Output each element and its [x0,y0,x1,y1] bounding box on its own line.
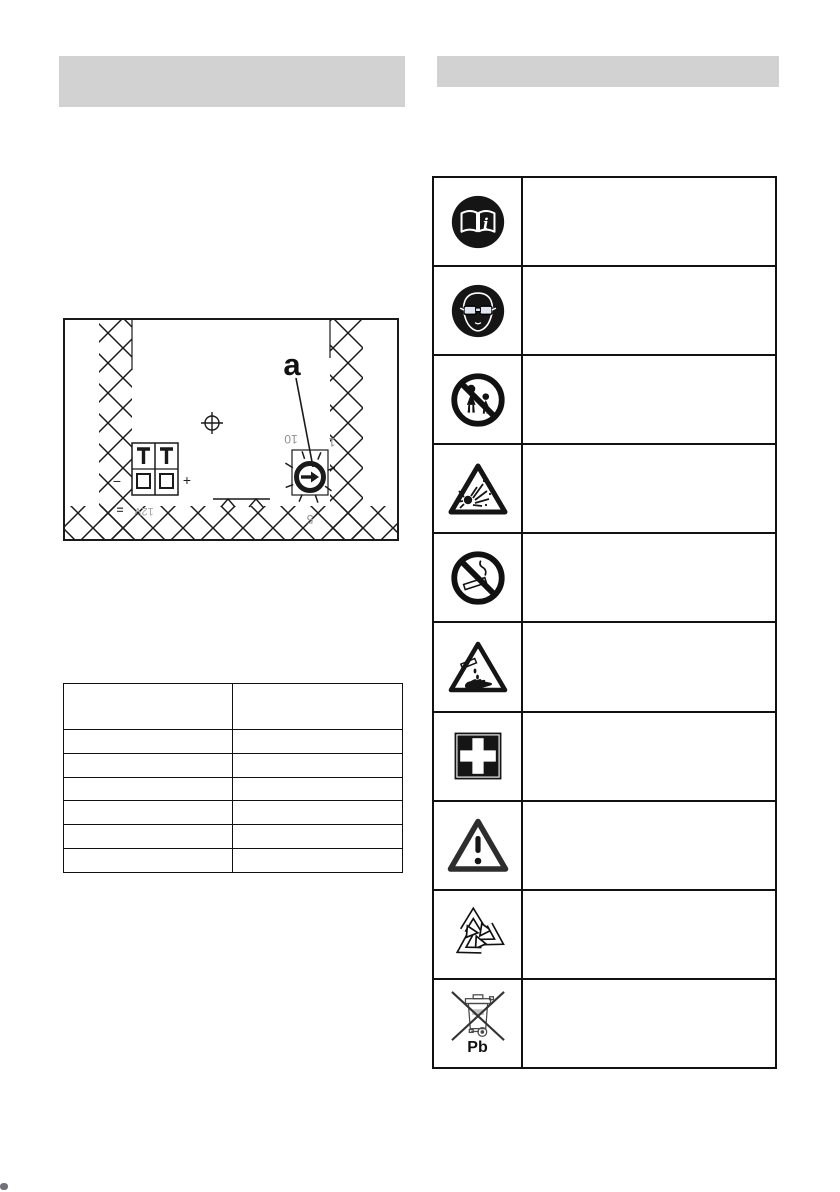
spec-table-cell [64,754,233,777]
spec-table-row [64,753,402,777]
icon-label: Pb [467,1039,488,1057]
floor-line [213,499,270,507]
spec-table-cell [233,825,402,848]
spec-table-row [64,824,402,848]
symbol-description-cell [523,623,775,710]
voltage-text: 12V [134,505,154,517]
dial-label-5: 5 [306,512,314,526]
right-section-heading-bar [437,56,779,87]
spec-table-row [64,800,402,824]
dial-label-10: 10 [284,432,298,446]
symbol-table-row [434,978,775,1067]
symbol-description-cell [523,267,775,354]
crosshair-mark [201,412,223,434]
symbol-description-cell [523,980,775,1067]
plus-terminal-label: + [182,472,192,488]
eye-protection-icon [447,280,509,342]
spec-table-row [64,729,402,753]
spec-table-cell [64,730,233,753]
symbol-icon-cell [434,980,523,1067]
spec-table-cell [64,849,233,872]
corrosive-hazard-icon [446,638,510,696]
explosion-hazard-icon [446,460,510,518]
symbol-table-row [434,800,775,889]
symbol-table-row [434,265,775,354]
spec-table-cell [233,730,402,753]
spec-table [63,683,403,873]
symbol-description-cell [523,891,775,978]
symbol-description-cell [523,178,775,265]
symbol-table-row [434,443,775,532]
current-selector-dial [285,450,335,503]
left-section-heading-bar [59,56,405,107]
symbol-description-cell [523,534,775,621]
lead-acid-battery-disposal-icon [447,990,509,1044]
symbol-icon-cell [434,445,523,532]
spec-table-cell [233,778,402,801]
symbol-description-cell [523,445,775,532]
spec-table-row [64,848,402,872]
general-warning-icon [446,816,510,874]
dc-symbol: = [116,503,124,517]
symbol-icon-cell [434,178,523,265]
spec-table-cell [64,778,233,801]
keep-children-away-icon [447,369,509,431]
symbol-description-cell [523,802,775,889]
no-smoking-icon [447,547,509,609]
spec-table-cell [233,849,402,872]
spec-table-cell [233,684,402,729]
symbol-table-row [434,889,775,978]
symbol-table-row [434,354,775,443]
first-aid-icon [448,726,508,786]
minus-terminal-label: − [112,473,122,489]
callout-label-a: a [283,347,301,382]
spec-table-cell [233,801,402,824]
spec-table-row [64,777,402,801]
symbol-icon-cell [434,623,523,710]
symbol-icon-cell [434,534,523,621]
symbol-table-row [434,178,775,265]
recycling-icon [448,904,508,964]
hatch-bottom-wall [65,506,397,539]
symbol-icon-cell [434,802,523,889]
symbol-description-cell [523,713,775,800]
terminal-block [132,443,178,495]
spec-table-cell [233,754,402,777]
symbol-icon-cell [434,356,523,443]
symbol-table-row [434,711,775,800]
symbol-icon-cell [434,891,523,978]
symbol-description-cell [523,356,775,443]
spec-table-header-row [64,684,402,729]
charger-diagram-figure [63,318,399,541]
symbol-table-row [434,621,775,710]
spec-table-cell [64,825,233,848]
scan-corner-artifact [0,1183,8,1190]
spec-table-cell [64,684,233,729]
symbol-icon-cell [434,267,523,354]
svg-text:i: i [482,215,489,233]
symbol-icon-cell [434,713,523,800]
read-manual-icon [447,191,509,253]
safety-symbols-table [432,176,777,1069]
spec-table-cell [64,801,233,824]
dial-label-1: 1 [328,435,336,449]
symbol-table-row [434,532,775,621]
